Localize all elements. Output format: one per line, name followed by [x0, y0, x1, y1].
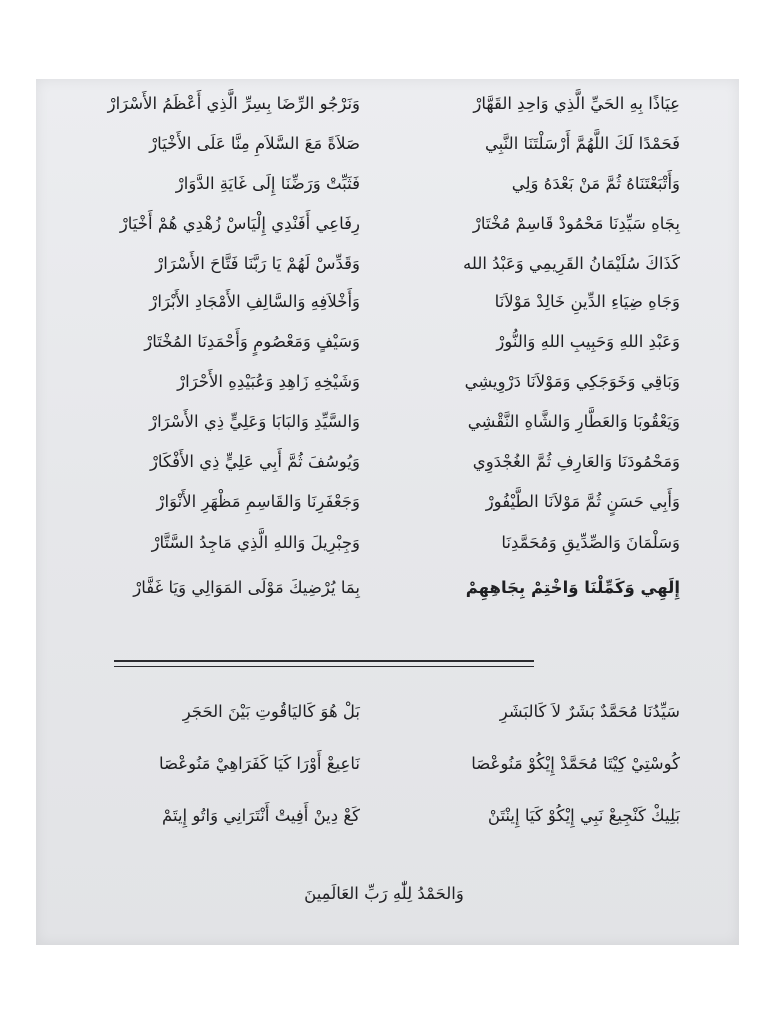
couplet-9-left: وَالسَّيِّدِ وَالبَابَا وَعَلِيٍّ ذِي الأَسْرَارْ	[149, 412, 360, 431]
couplet-12-left: وَجِبْرِيلَ وَاللهِ الَّذِي مَاجِدُ السَّتَّارْ	[151, 533, 360, 552]
couplet-10-right: وَمَحْمُودَنَا وَالعَارِفِ ثُمَّ الغُجْدَوِي	[472, 452, 680, 471]
verse-1-right: سَيِّدُنَا مُحَمَّدٌ بَشَرٌ لاَ كَالبَشَرِ	[499, 702, 680, 721]
couplet-2-left: صَلاَةً مَعَ السَّلاَمِ مِنَّا عَلَى الأَخْيَارْ	[149, 134, 360, 153]
verse-1-left: بَلْ هُوَ كَاليَاقُوتِ بَيْنَ الحَجَرِ	[182, 702, 360, 721]
couplet-11-right: وَأَبِي حَسَنٍ ثُمَّ مَوْلاَنَا الطَّيْفُورْ	[485, 492, 680, 511]
couplet-7-left: وَسَيْفٍ وَمَعْصُومٍ وَأَحْمَدِنَا المُخْتَارْ	[144, 332, 360, 351]
separator-rule-top	[114, 660, 534, 662]
couplet-1-right: عِيَاذًا بِهِ الحَيِّ الَّذِي وَاحِدِ القَهَّارْ	[473, 94, 680, 113]
verse-2-left: نَاعِيعْ أَوْرَا كَيَا كَفَرَاهِيْ مَنُوعْصَا	[158, 754, 360, 773]
verse-3-right: بَلِيكْ كَنْجِيعْ نَبِي إِيْكُوْ كَيَا إِينْتَنْ	[487, 806, 680, 825]
couplet-5-right: كَذَاكَ سُلَيْمَانُ القَرِيمِي وَعَبْدُ الله	[463, 254, 680, 273]
couplet-4-left: رِفَاعِي أَفَنْدِي إِلْيَاسْ زُهْدِي هُمْ أَخْيَارْ	[119, 214, 360, 233]
couplet-7-right: وَعَبْدِ اللهِ وَحَبِيبِ اللهِ وَالنُّورْ	[496, 332, 680, 351]
couplet-6-right: وَجَاهِ ضِيَاءِ الدِّينِ خَالِدْ مَوْلاَنَا	[494, 292, 680, 311]
couplet-4-right: بِجَاهِ سَيِّدِنَا مَحْمُودْ قَاسِمْ مُخْتَارْ	[472, 214, 680, 233]
verse-3-left: كَعْ دِينْ أَفِيتْ أَنْتَرَانِي وَاتُو إِيتَمْ	[161, 806, 360, 825]
couplet-8-left: وَشَيْخِهِ زَاهِدِ وَعُبَيْدِهِ الأَحْرَارْ	[177, 372, 360, 391]
couplet-11-left: وَجَعْفَرِنَا وَالقَاسِمِ مَظْهَرِ الأَنْوَارْ	[156, 492, 360, 511]
couplet-12-right: وَسَلْمَانَ وَالصِّدِّيقِ وَمُحَمَّدِنَا	[501, 533, 680, 552]
couplet-5-left: وَقَدِّسْ لَهُمْ يَا رَبَّنَا فَتَّاحَ الأَسْرَارْ	[155, 254, 360, 273]
couplet-3-right: وَأَتْبَعْتَنَاهُ ثُمَّ مَنْ بَعْدَهُ وَلِي	[511, 174, 680, 193]
couplet-10-left: وَيُوسُفَ ثُمَّ أَبِي عَلِيٍّ ذِي الأَفْكَارْ	[149, 452, 360, 471]
couplet-13-right: إِلَهِي وَكَمِّلْنَا وَاخْتِمْ بِجَاهِهِمْ	[465, 578, 680, 597]
separator-rule-bottom	[114, 666, 534, 667]
couplet-2-right: فَحَمْدًا لَكَ اللَّهُمَّ أَرْسَلْتَنَا النَّبِي	[484, 134, 680, 153]
closing-line: وَالحَمْدُ لِلّٰهِ رَبِّ العَالَمِينَ	[304, 884, 464, 903]
verse-2-right: كُوسْتِيْ كِيْتَا مُحَمَّدْ إِيْكُوْ مَنُوعْصَا	[471, 754, 680, 773]
couplet-13-left: بِمَا يُرْضِيكَ مَوْلَى المَوَالِي وَيَا غَفَّارْ	[133, 578, 360, 597]
couplet-8-right: وَبَاقِي وَخَوَجَكِي وَمَوْلاَنَا دَرْوِيشِي	[464, 372, 680, 391]
couplet-9-right: وَيَعْقُوبَا وَالعَطَّارِ وَالشَّاهِ النَّقْشِي	[467, 412, 680, 431]
couplet-6-left: وَأَخْلاَفِهِ وَالسَّالِفِ الأَمْجَادِ الأَبْرَارْ	[149, 292, 360, 311]
couplet-1-left: وَنَرْجُو الرِّضَا بِسِرِّ الَّذِي أَعْظَمُ الأَسْرَارْ	[107, 94, 360, 113]
couplet-3-left: فَثَبِّتْ وَرَضِّنَا إِلَى غَايَةِ الدَّوَارْ	[175, 174, 360, 193]
